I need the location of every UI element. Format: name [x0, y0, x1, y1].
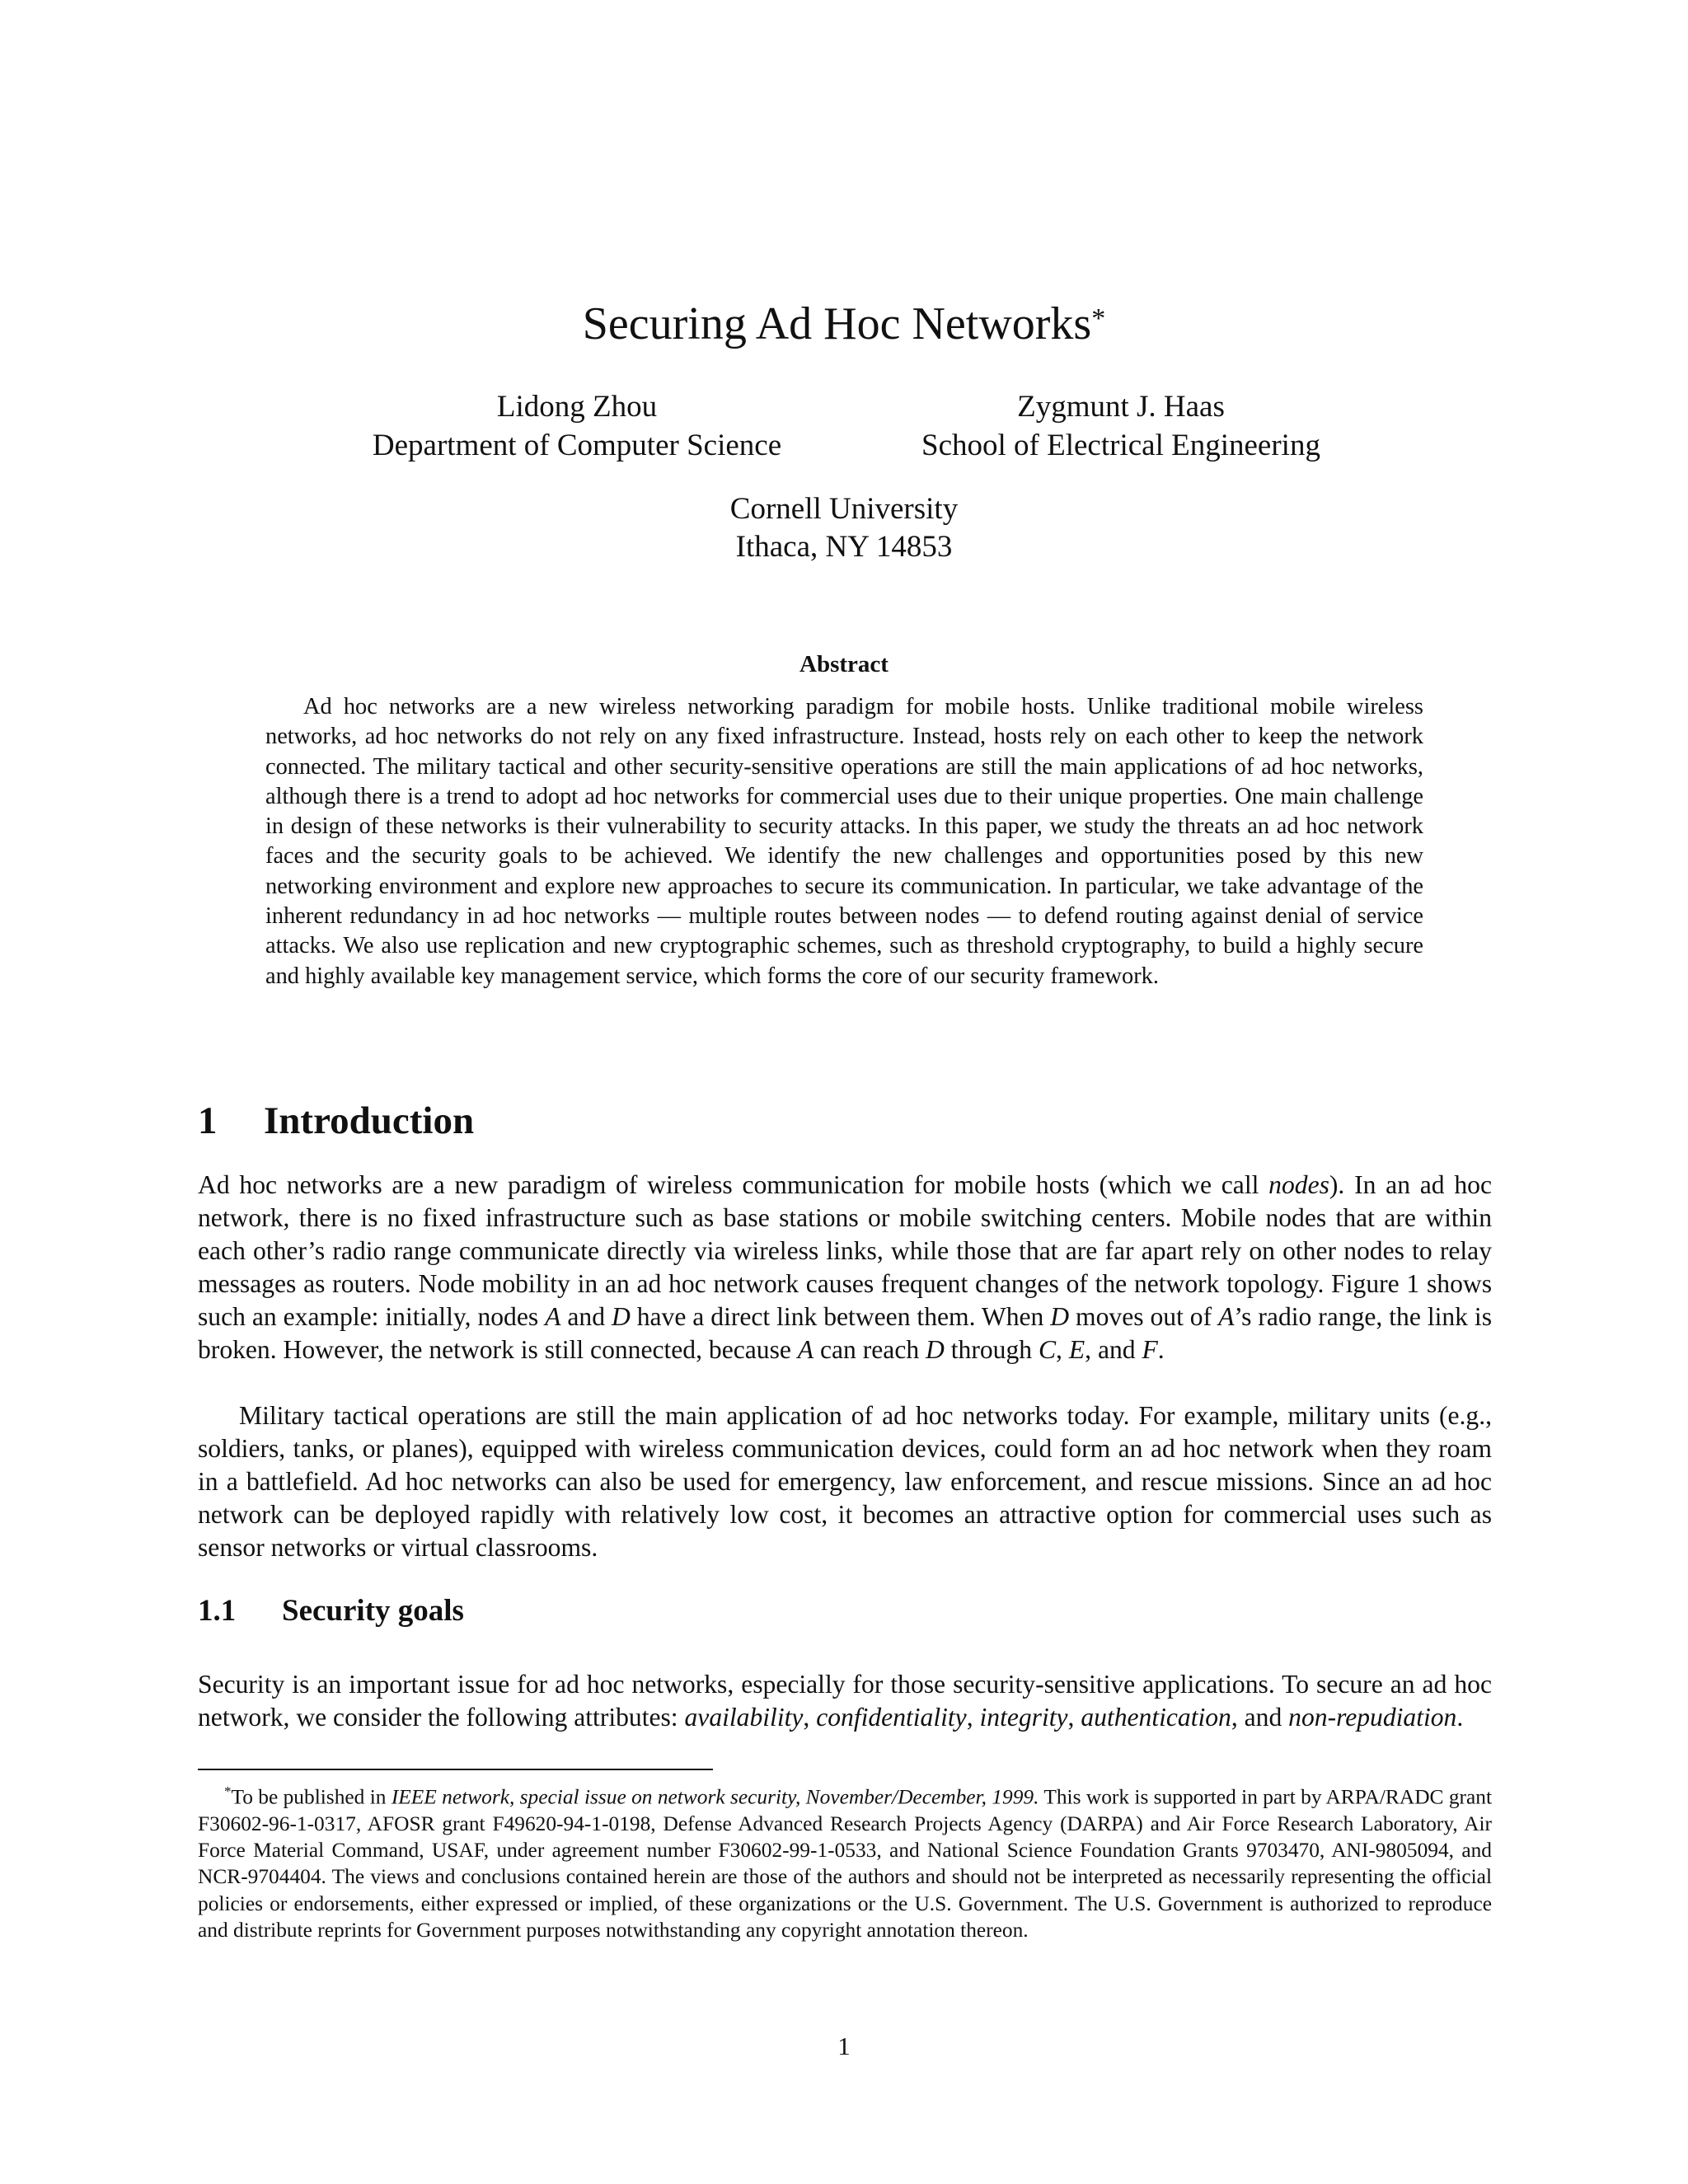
footnote: [198, 1779, 1492, 1943]
author-name: Lidong Zhou: [496, 390, 658, 424]
text-run: This work is supported in part by ARPA/RADC grant F30602-96-1-0317, AFOSR grant F49620-94-1-0198, Defense Advanced Research Projects Agency (DARPA) and Air Force Research Laboratory, Air Force Material Command, USAF, under agreement number F30602-99-1-0533, and National Science Foundation Grants 9703470, ANI-9805094, and NCR-9704404. The views and conclusions contained herein are those of the authors and should not be interpreted as necessarily representing the official policies or endorsements, either expressed or implied, of these organizations or the U.S. Government. The U.S. Government is authorized to reproduce and distribute reprints for Government purposes notwithstanding any copyright annotation thereon.: [198, 1785, 1492, 1942]
math-var: A: [797, 1335, 814, 1364]
paper-title-text: Securing Ad Hoc Networks: [582, 298, 1092, 349]
math-var: F: [1142, 1335, 1158, 1364]
text-run: ). In an ad hoc network, there is no fixed infrastructure such as base stations or mobile switching centers. Mobile nodes that are within each other’s radio range communicate directly via wireless links, while those that are far apart rely on other nodes to relay messages as routers. Node mobility in an ad hoc network causes frequent changes of the network topology. Figure 1 shows such an example: initially, nodes: [198, 1170, 1493, 1331]
author-block-haas: [882, 387, 1360, 465]
math-var: E: [1068, 1335, 1085, 1364]
author-department: School of Electrical Engineering: [921, 429, 1320, 462]
math-var: D: [926, 1335, 945, 1364]
title-footnote-marker: *: [1091, 303, 1106, 334]
abstract-text: Ad hoc networks are a new wireless networking paradigm for mobile hosts. Unlike traditional mobile wireless networks, ad hoc networks do not rely on any fixed infrastructure. Instead, hosts rely on each other to keep the network connected. The military tactical and other security-sensitive operations are still the main applications of ad hoc networks, although there is a trend to adopt ad hoc networks for commercial uses due to their unique properties. One main challenge in design of these networks is their vulnerability to security attacks. In this paper, we study the threats an ad hoc network faces and the security goals to be achieved. We identify the new challenges and opportunities posed by this new networking environment and explore new approaches to secure its communication. In particular, we take advantage of the inherent redundancy in ad hoc networks — multiple routes between nodes — to defend routing against denial of service attacks. We also use replication and new cryptographic schemes, such as threshold cryptography, to build a highly secure and highly available key management service, which forms the core of our security framework.: [265, 694, 1423, 989]
section-heading-introduction: [198, 1096, 474, 1146]
text-run: .: [1456, 1703, 1464, 1732]
intro-paragraph-1: [198, 1169, 1492, 1366]
footnote-venue: IEEE network, special issue on network security, November/December, 1999.: [391, 1785, 1039, 1809]
text-run: through: [944, 1335, 1039, 1364]
section-title: Introduction: [264, 1099, 475, 1142]
emph-integrity: integrity: [979, 1703, 1068, 1732]
affiliation: [0, 490, 1688, 566]
text-run: , and: [1085, 1335, 1142, 1364]
page-number: 1: [837, 2032, 851, 2060]
text-run: moves out of: [1069, 1302, 1219, 1331]
math-var: A: [1218, 1302, 1235, 1331]
institution: Cornell University: [729, 492, 959, 526]
text-run: can reach: [814, 1335, 926, 1364]
paper-title: [0, 295, 1688, 353]
location: Ithaca, NY 14853: [735, 530, 953, 564]
math-var: D: [611, 1302, 631, 1331]
emph-authentication: authentication: [1081, 1703, 1231, 1732]
security-goals-paragraph: [198, 1668, 1492, 1734]
text-run: , and: [1231, 1703, 1289, 1732]
math-var: A: [545, 1302, 561, 1331]
abstract-heading: Abstract: [799, 651, 889, 677]
subsection-number: 1.1: [198, 1594, 237, 1628]
subsection-title: Security goals: [282, 1594, 464, 1628]
text-run: ’s radio range, the link is broken. However, the network is still connected, because: [198, 1302, 1492, 1364]
text-run: ,: [1067, 1703, 1081, 1732]
section-number: 1: [198, 1099, 218, 1142]
emph-nodes: nodes: [1268, 1170, 1329, 1199]
emph-non-repudiation: non-repudiation: [1288, 1703, 1457, 1732]
footnote-rule: [198, 1769, 713, 1770]
author-block-zhou: [330, 387, 824, 465]
author-name: Zygmunt J. Haas: [1017, 390, 1225, 424]
text-run: and: [560, 1302, 612, 1331]
text-run: .: [1157, 1335, 1165, 1364]
text-run: have a direct link between them. When: [630, 1302, 1051, 1331]
text-run: Ad hoc networks are a new paradigm of wireless communication for mobile hosts (which we call: [198, 1170, 1269, 1199]
text-run: To be published in: [231, 1785, 392, 1809]
text-run: ,: [803, 1703, 817, 1732]
footnote-marker: *: [224, 1783, 232, 1799]
text-run: ,: [1056, 1335, 1069, 1364]
math-var: D: [1050, 1302, 1070, 1331]
text-run: ,: [966, 1703, 980, 1732]
author-department: Department of Computer Science: [372, 429, 782, 462]
intro-paragraph-2: Military tactical operations are still the main application of ad hoc networks today. For example, military units (e.g., soldiers, tanks, or planes), equipped with wireless communication devices, could form an ad hoc network when they roam in a battlefield. Ad hoc networks can also be used for emergency, law enforcement, and rescue missions. Since an ad hoc network can be deployed rapidly with relatively low cost, it becomes an attractive option for commercial uses such as sensor networks or virtual classrooms.: [198, 1401, 1492, 1562]
text-run: Security is an important issue for ad hoc networks, especially for those security-sensitive applications. To secure an ad hoc network, we consider the following attributes:: [198, 1670, 1492, 1732]
emph-confidentiality: confidentiality: [816, 1703, 967, 1732]
subsection-heading-security-goals: [198, 1592, 464, 1630]
emph-availability: availability: [684, 1703, 804, 1732]
math-var: C: [1038, 1335, 1057, 1364]
